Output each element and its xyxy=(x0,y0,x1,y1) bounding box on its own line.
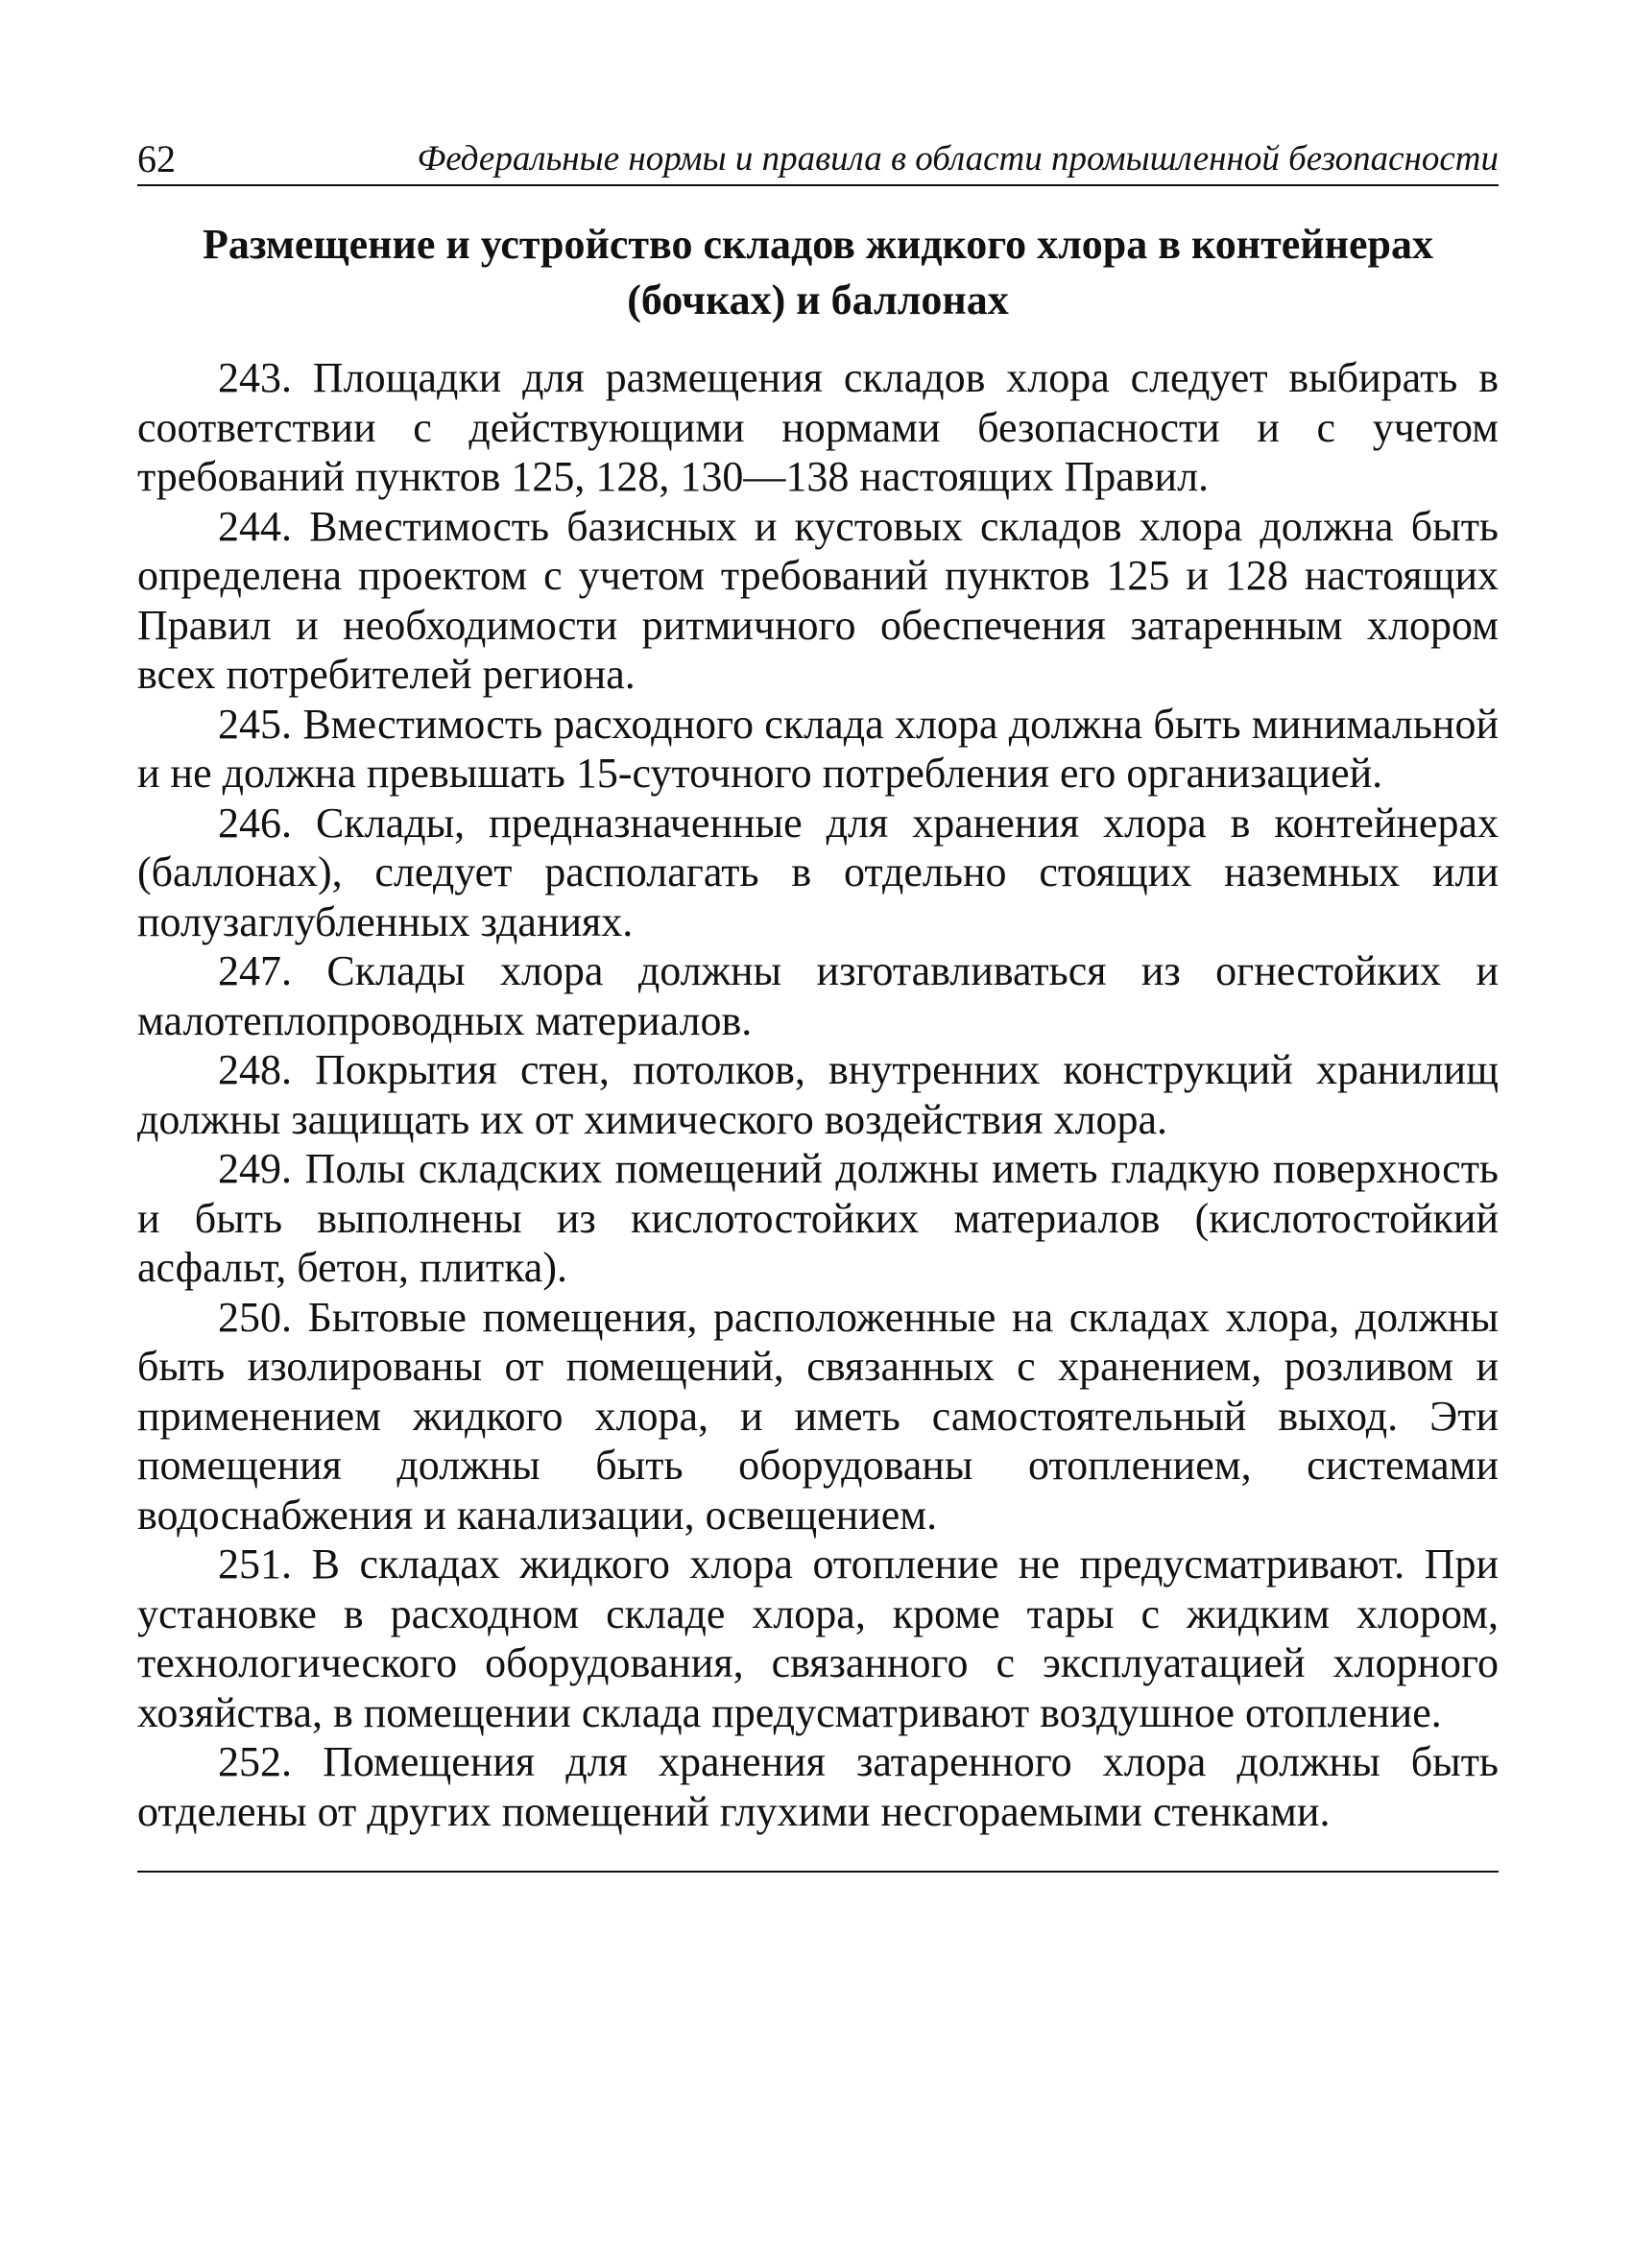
book-page xyxy=(137,125,1499,1873)
page-number: 62 xyxy=(137,137,176,180)
paragraph-249: 249. Полы складских помещений должны иметь гладкую поверхность и быть выполнены из кислотостойких материалов (кислотостойкий асфальт, бетон, плитка). xyxy=(137,1145,1499,1291)
paragraph-245: 245. Вместимость расходного склада хлора должна быть минимальной и не должна превышать 15-суточного потребления его организацией. xyxy=(137,700,1499,797)
section-heading xyxy=(137,217,1499,328)
footer-rule xyxy=(137,1871,1499,1873)
running-title: Федеральные нормы и правила в области промышленной безопасности xyxy=(417,139,1499,179)
running-header xyxy=(137,125,1499,186)
body-text xyxy=(137,353,1499,1836)
paragraph-252: 252. Помещения для хранения затаренного хлора должны быть отделены от других помещений глухими несгораемыми стенками. xyxy=(137,1738,1499,1835)
paragraph-247: 247. Склады хлора должны изготавливаться из огнестойких и малотеплопроводных материалов. xyxy=(137,947,1499,1044)
paragraph-250: 250. Бытовые помещения, расположенные на складах хлора, должны быть изолированы от помещений, связанных с хранением, розливом и применением жидкого хлора, и иметь самостоятельный выход. Эти помещения должны быть оборудованы отоплением, системами водоснабжения и канализации, освещением. xyxy=(137,1293,1499,1539)
section-heading-line-2: (бочках) и баллонах xyxy=(627,276,1009,323)
section-heading-line-1: Размещение и устройство складов жидкого хлора в контейнерах xyxy=(203,221,1433,268)
paragraph-248: 248. Покрытия стен, потолков, внутренних конструкций хранилищ должны защищать их от химического воздействия хлора. xyxy=(137,1046,1499,1143)
paragraph-246: 246. Склады, предназначенные для хранения хлора в контейнерах (баллонах), следует располагать в отдельно стоящих наземных или полузаглубленных зданиях. xyxy=(137,799,1499,945)
paragraph-251: 251. В складах жидкого хлора отопление не предусматривают. При установке в расходном складе хлора, кроме тары с жидким хлором, технологического оборудования, связанного с эксплуатацией хлорного хозяйства, в помещении склада предусматривают воздушное отопление. xyxy=(137,1540,1499,1736)
paragraph-243: 243. Площадки для размещения складов хлора следует выбирать в соответствии с действующими нормами безопасности и с учетом требований пунктов 125, 128, 130—138 настоящих Правил. xyxy=(137,354,1499,500)
paragraph-244: 244. Вместимость базисных и кустовых складов хлора должна быть определена проектом с учетом требований пунктов 125 и 128 настоящих Правил и необходимости ритмичного обеспечения затаренным хлором всех потребителей региона. xyxy=(137,502,1499,698)
